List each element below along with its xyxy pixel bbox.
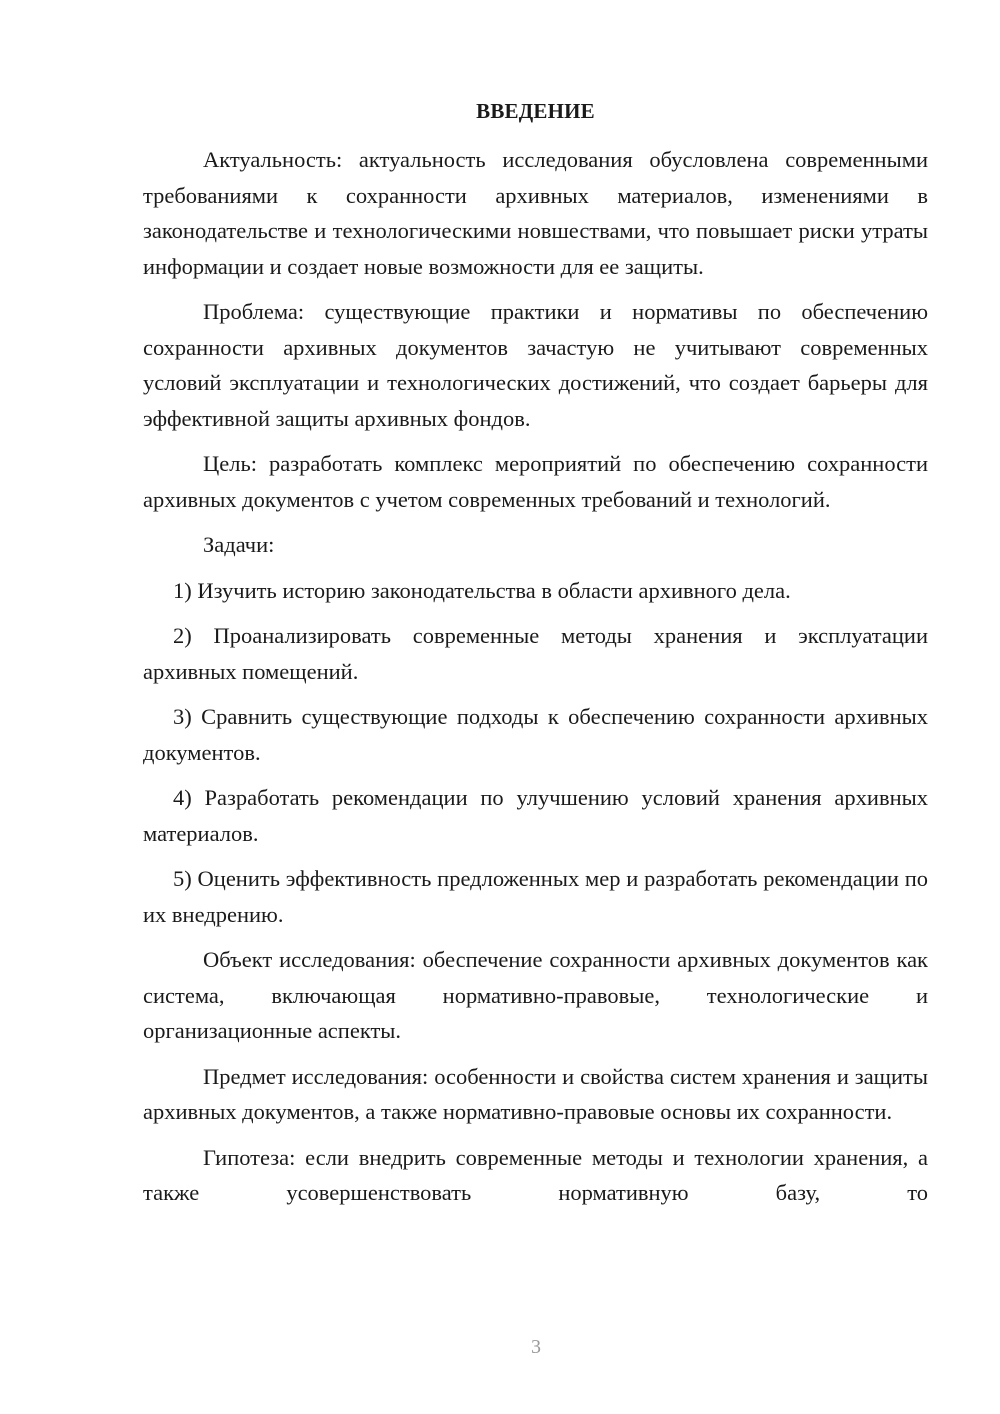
paragraph-subject: Предмет исследования: особенности и свойства систем хранения и защиты архивных документов, а также нормативно-правовые основы их сохранности.	[143, 1063, 928, 1124]
paragraph-actuality: Актуальность: актуальность исследования обусловлена современными требованиями к сохранности архивных материалов, изменениями в законодательстве и технологическими новшествами, что повышает риски утраты информации и создает новые возможности для ее защиты.	[143, 147, 928, 279]
task-item-3: 3) Сравнить существующие подходы к обеспечению сохранности архивных документов.	[143, 704, 928, 765]
task-item-2: 2) Проанализировать современные методы хранения и эксплуатации архивных помещений.	[143, 623, 928, 684]
task-item-1: 1) Изучить историю законодательства в области архивного дела.	[173, 577, 791, 603]
page-number: 3	[531, 1336, 541, 1358]
task-item-4: 4) Разработать рекомендации по улучшению условий хранения архивных материалов.	[143, 785, 928, 846]
page-title: ВВЕДЕНИЕ	[476, 99, 595, 123]
tasks-label: Задачи:	[203, 532, 275, 557]
paragraph-goal: Цель: разработать комплекс мероприятий по обеспечению сохранности архивных документов с учетом современных требований и технологий.	[143, 451, 928, 512]
paragraph-hypothesis: Гипотеза: если внедрить современные методы и технологии хранения, а также усовершенствовать нормативную базу, то	[143, 1144, 928, 1205]
paragraph-problem: Проблема: существующие практики и нормативы по обеспечению сохранности архивных документов зачастую не учитывают современных условий эксплуатации и технологических достижений, что создает барьеры для эффективной защиты архивных фондов.	[143, 299, 928, 431]
task-item-5: 5) Оценить эффективность предложенных мер и разработать рекомендации по их внедрению.	[143, 866, 928, 927]
paragraph-object: Объект исследования: обеспечение сохранности архивных документов как система, включающая нормативно-правовые, технологические и организационные аспекты.	[143, 947, 928, 1043]
document-body	[143, 142, 928, 1211]
